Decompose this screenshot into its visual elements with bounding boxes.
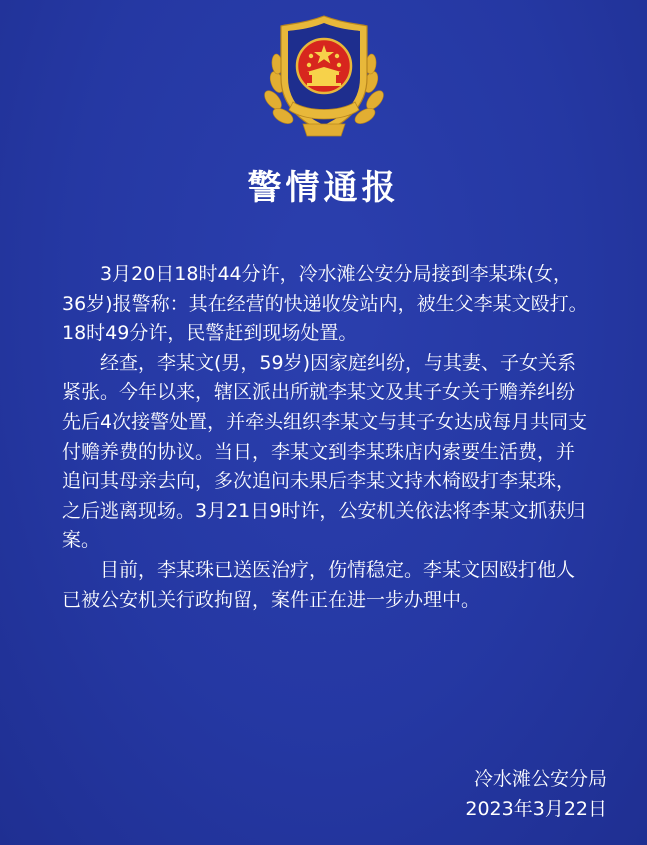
notice-paragraph: 目前，李某珠已送医治疗，伤情稳定。李某文因殴打他人已被公安机关行政拘留，案件正在进一步办理中。 xyxy=(62,558,576,611)
signature-block xyxy=(465,764,607,824)
notice-paragraph: 3月20日18时44分许，冷水滩公安分局接到李某珠(女，36岁)报警称：其在经营的快递收发站内，被生父李某文殴打。18时49分许，民警赶到现场处置。 xyxy=(62,263,588,345)
issuing-organization: 冷水滩公安分局 xyxy=(473,768,607,790)
page-title: 警情通报 xyxy=(247,168,400,208)
notice-paragraph: 经查，李某文(男，59岁)因家庭纠纷，与其妻、子女关系紧张。今年以来，辖区派出所就李某文及其子女关于赡养纠纷先后4次接警处置，并牵头组织李某文与其子女达成每月共同支付赡养费的协议。当日，李某文到李某珠店内索要生活费，并追问其母亲去向，多次追问未果后李某文持木椅殴打李某珠，之后逃离现场。3月21日9时许，公安机关依法将李某文抓获归案。 xyxy=(62,351,588,552)
issue-date: 2023年3月22日 xyxy=(465,798,607,820)
police-emblem-icon xyxy=(263,12,385,144)
notice-body xyxy=(62,260,590,615)
